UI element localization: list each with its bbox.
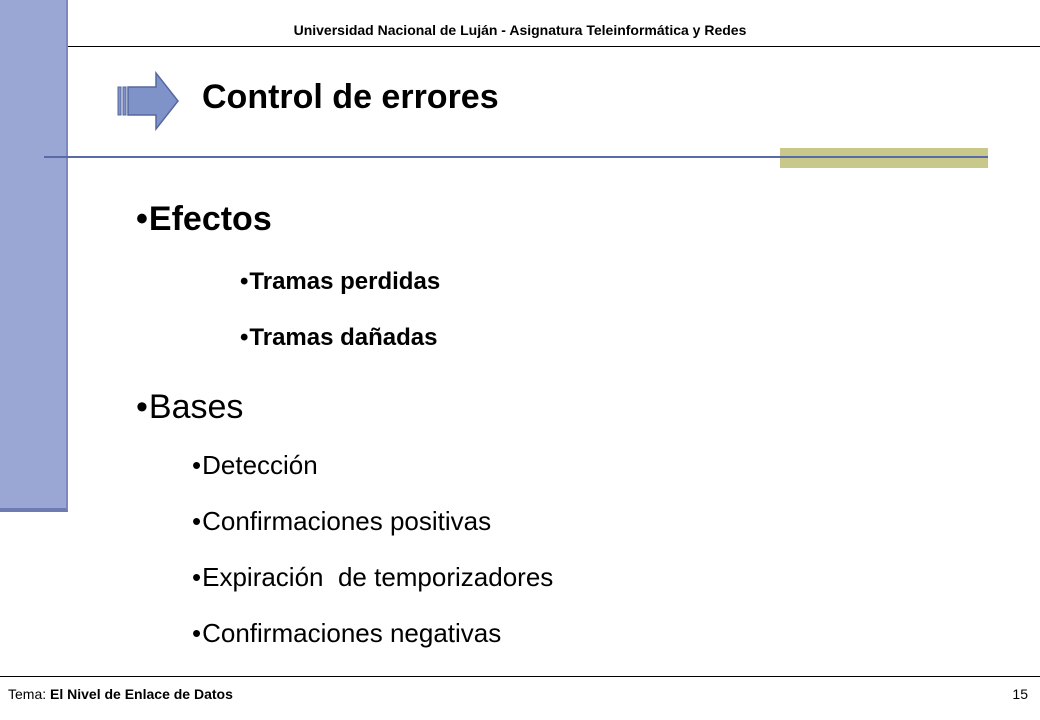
title-rule	[44, 156, 988, 158]
bullet-text: Confirmaciones positivas	[202, 506, 492, 536]
header-institution: Universidad Nacional de Luján - Asignatura Teleinformática y Redes	[293, 22, 747, 38]
bullet-confirmaciones-positivas: •Confirmaciones positivas	[192, 506, 492, 536]
header-divider	[68, 46, 1040, 47]
bullet-expiracion: •Expiración de temporizadores	[192, 562, 554, 592]
footer-topic	[8, 686, 233, 702]
bullet-text: Tramas perdidas	[249, 268, 441, 295]
bullet-confirmaciones-negativas: •Confirmaciones negativas	[192, 618, 502, 648]
bullet-tramas-danadas: •Tramas dañadas	[240, 324, 438, 351]
bullet-bases: •Bases	[136, 388, 244, 426]
bullet-text: Efectos	[148, 200, 272, 238]
bullet-text: Bases	[148, 388, 244, 426]
page-number: 15	[1012, 686, 1028, 702]
footer-topic-name: El Nivel de Enlace de Datos	[50, 686, 233, 702]
footer-topic-label: Tema:	[8, 686, 47, 702]
bullet-text: Confirmaciones negativas	[202, 618, 502, 648]
bullet-deteccion: •Detección	[192, 450, 318, 480]
bullet-efectos: •Efectos	[136, 200, 272, 238]
footer-divider	[0, 676, 1040, 677]
bullet-text: Tramas dañadas	[249, 324, 438, 351]
bullet-text: Expiración de temporizadores	[202, 562, 554, 592]
bullet-text: Detección	[202, 450, 318, 480]
left-decor-bar	[0, 0, 68, 512]
slide-title: Control de errores	[202, 78, 499, 116]
bullet-tramas-perdidas: •Tramas perdidas	[240, 268, 441, 295]
accent-block	[780, 148, 988, 168]
arrow-right-icon	[116, 70, 180, 132]
